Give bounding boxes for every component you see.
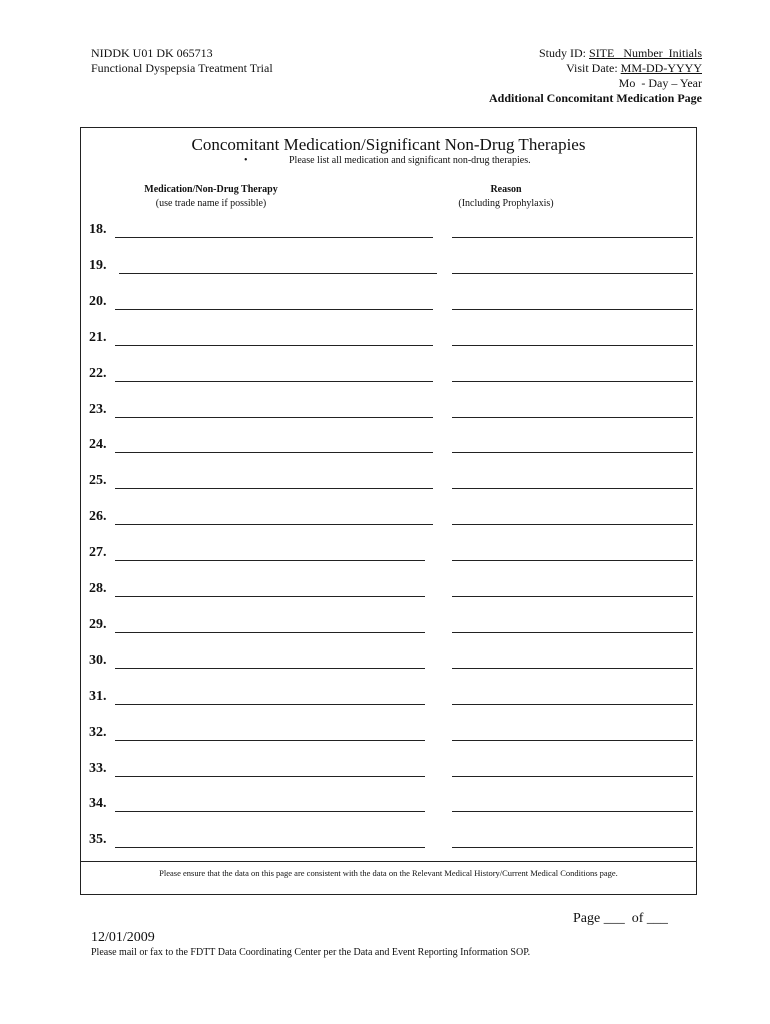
medication-entry-field[interactable] xyxy=(115,309,433,310)
row-number: 33. xyxy=(89,760,107,776)
medication-entry-field[interactable] xyxy=(115,237,433,238)
medication-row xyxy=(89,576,694,600)
column-subtitle-medication: (use trade name if possible) xyxy=(155,198,267,209)
medication-entry-field[interactable] xyxy=(115,488,433,489)
medication-row xyxy=(89,325,694,349)
medication-entry-field[interactable] xyxy=(115,811,425,812)
medication-entry-field[interactable] xyxy=(115,704,425,705)
medication-entry-field[interactable] xyxy=(115,740,425,741)
medication-form xyxy=(80,127,697,895)
study-id-label: Study ID: xyxy=(539,46,587,60)
row-number: 22. xyxy=(89,365,107,381)
reason-entry-field[interactable] xyxy=(452,381,693,382)
row-number: 19. xyxy=(89,257,107,273)
reason-entry-field[interactable] xyxy=(452,560,693,561)
medication-entry-field[interactable] xyxy=(115,560,425,561)
reason-entry-field[interactable] xyxy=(452,847,693,848)
reason-entry-field[interactable] xyxy=(452,488,693,489)
reason-entry-field[interactable] xyxy=(452,596,693,597)
medication-row xyxy=(89,504,694,528)
medication-entry-field[interactable] xyxy=(115,632,425,633)
row-number: 20. xyxy=(89,293,107,309)
medication-entry-field[interactable] xyxy=(115,345,433,346)
row-number: 25. xyxy=(89,473,107,489)
medication-entry-field[interactable] xyxy=(115,668,425,669)
visit-date-label: Visit Date: xyxy=(566,61,618,75)
mail-instruction: Please mail or fax to the FDTT Data Coordinating Center per the Data and Event Reporting Information SOP. xyxy=(91,947,531,958)
medication-entry-field[interactable] xyxy=(119,273,437,274)
trial-name: Functional Dyspepsia Treatment Trial xyxy=(91,61,273,75)
column-header-medication xyxy=(121,183,301,211)
revision-date: 12/01/2009 xyxy=(91,930,155,945)
bullet-icon: • xyxy=(244,155,248,166)
column-title-reason: Reason xyxy=(490,184,522,195)
reason-entry-field[interactable] xyxy=(452,632,693,633)
row-number: 31. xyxy=(89,688,107,704)
visit-date-line xyxy=(489,61,702,76)
column-header-reason xyxy=(421,183,591,211)
reason-entry-field[interactable] xyxy=(452,811,693,812)
row-number: 35. xyxy=(89,832,107,848)
row-number: 34. xyxy=(89,796,107,812)
medication-row xyxy=(89,720,694,744)
medication-row xyxy=(89,217,694,241)
medication-row xyxy=(89,648,694,672)
row-number: 26. xyxy=(89,509,107,525)
medication-row xyxy=(89,684,694,708)
reason-entry-field[interactable] xyxy=(452,273,693,274)
medication-row xyxy=(89,361,694,385)
reason-entry-field[interactable] xyxy=(452,309,693,310)
medication-row xyxy=(89,756,694,780)
medication-row xyxy=(89,253,694,277)
row-number: 29. xyxy=(89,616,107,632)
medication-row xyxy=(89,827,694,851)
column-title-medication: Medication/Non-Drug Therapy xyxy=(144,184,278,195)
row-number: 21. xyxy=(89,329,107,345)
consistency-note: Please ensure that the data on this page are consistent with the data on the Relevant Medical History/Current Medical Conditions page. xyxy=(81,861,696,894)
reason-entry-field[interactable] xyxy=(452,237,693,238)
row-number: 23. xyxy=(89,401,107,417)
reason-entry-field[interactable] xyxy=(452,345,693,346)
medication-entry-field[interactable] xyxy=(115,776,425,777)
medication-entry-field[interactable] xyxy=(115,847,425,848)
grant-number: NIDDK U01 DK 065713 xyxy=(91,46,213,60)
row-number: 32. xyxy=(89,724,107,740)
medication-row xyxy=(89,612,694,636)
row-number: 24. xyxy=(89,437,107,453)
page-number-field[interactable]: Page ___ of ___ xyxy=(573,911,668,926)
medication-entry-field[interactable] xyxy=(115,452,433,453)
study-id-value: SITE Number Initials xyxy=(589,46,702,60)
row-number: 27. xyxy=(89,545,107,561)
reason-entry-field[interactable] xyxy=(452,524,693,525)
reason-entry-field[interactable] xyxy=(452,452,693,453)
form-title: Concomitant Medication/Significant Non-Drug Therapies xyxy=(191,135,586,154)
page-name: Additional Concomitant Medication Page xyxy=(489,91,702,105)
header-left xyxy=(91,46,273,76)
reason-entry-field[interactable] xyxy=(452,776,693,777)
instruction-text: Please list all medication and significant non-drug therapies. xyxy=(289,155,531,166)
medication-row xyxy=(89,432,694,456)
visit-date-value: MM-DD-YYYY xyxy=(620,61,702,75)
reason-entry-field[interactable] xyxy=(452,740,693,741)
medication-entry-field[interactable] xyxy=(115,596,425,597)
reason-entry-field[interactable] xyxy=(452,668,693,669)
row-number: 18. xyxy=(89,222,107,237)
row-number: 28. xyxy=(89,581,107,596)
column-subtitle-reason: (Including Prophylaxis) xyxy=(458,198,554,209)
medication-row xyxy=(89,468,694,492)
reason-entry-field[interactable] xyxy=(452,417,693,418)
date-format-hint: Mo - Day – Year xyxy=(618,76,702,90)
header-right xyxy=(489,46,702,106)
medication-entry-field[interactable] xyxy=(115,381,433,382)
medication-entry-field[interactable] xyxy=(115,417,433,418)
medication-entry-field[interactable] xyxy=(115,524,433,525)
medication-row xyxy=(89,289,694,313)
reason-entry-field[interactable] xyxy=(452,704,693,705)
medication-row xyxy=(89,540,694,564)
medication-row xyxy=(89,791,694,815)
row-number: 30. xyxy=(89,652,107,668)
medication-row xyxy=(89,397,694,421)
study-id-line xyxy=(489,46,702,61)
